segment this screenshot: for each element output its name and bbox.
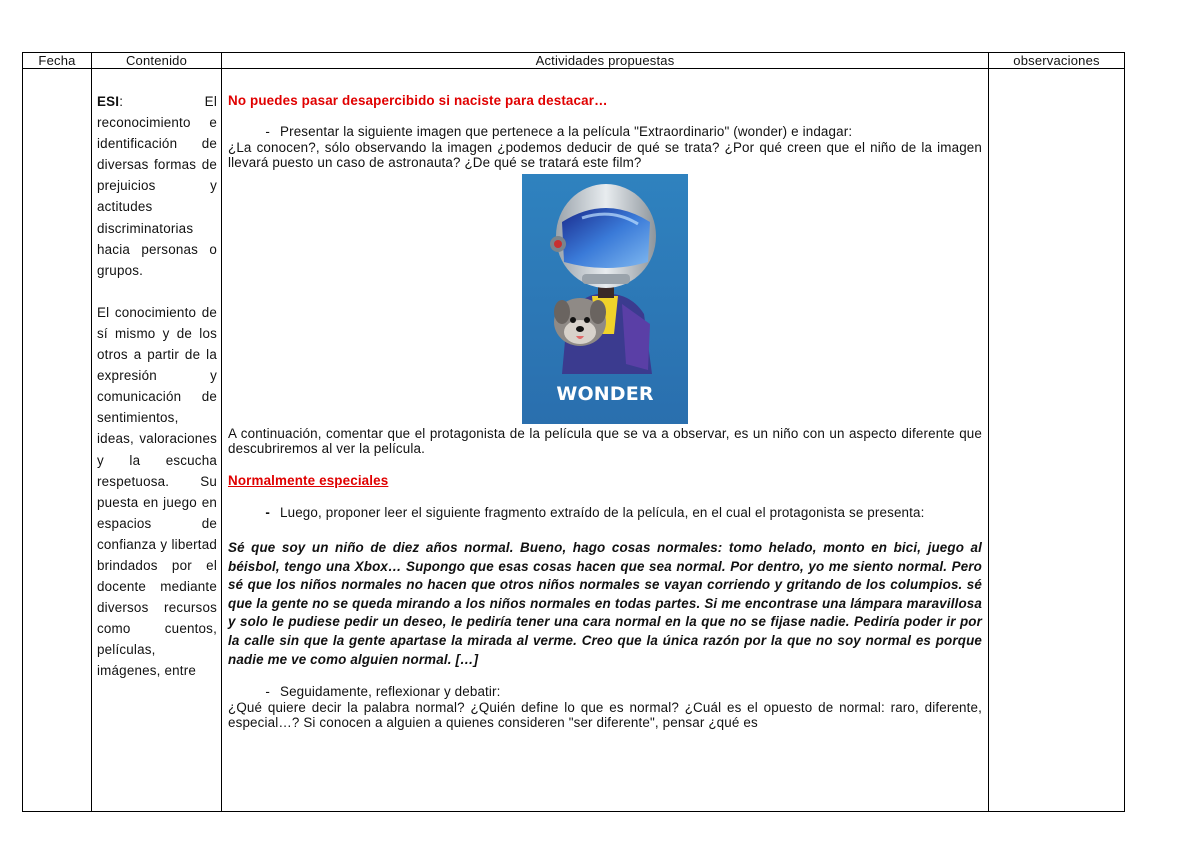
activity-subtitle (228, 472, 982, 489)
header-fecha: Fecha (23, 53, 92, 69)
activity-title: No puedes pasar desapercibido si naciste para destacar… (228, 93, 608, 108)
header-row (23, 53, 1125, 69)
bullet-dash: - (265, 684, 270, 700)
bullet-item-2 (228, 504, 982, 522)
poster-title: WONDER (556, 382, 654, 405)
quote-paragraph: Sé que soy un niño de diez años normal. Bueno, hago cosas normales: tomo helado, monto en bici, juego al béisbol, tengo una Xbox… Supongo que esas cosas hacen que sea normal. Por dentro, yo me siento normal. Pero sé que los niños normales no hacen que otros niños normales se vayan corriendo y gritando de los columpios. sé que la gente no se queda mirando a los niños normales en todas partes. Si me encontrase una lámpara maravillosa y solo le pudiese pedir un deseo, le pediría tener una cara normal en la que no se fijase nadie. Pediría poder ir por la calle sin que la gente apartase la mirada al verme. Creo que la única razón por la que no soy normal es porque nadie me ve como alguien normal. […] (228, 540, 982, 667)
bullet-text-1: Presentar la siguiente imagen que pertenece a la película "Extraordinario" (wonder) e indagar: (280, 124, 853, 139)
bullet-item-3 (228, 684, 982, 700)
fecha-cell (23, 69, 92, 812)
observaciones-cell (989, 69, 1125, 812)
contenido-paragraph-2: El conocimiento de sí mismo y de los otros a partir de la expresión y comunicación de sentimientos, ideas, valoraciones y la escucha respetuosa. Su puesta en juego en espacios de confianza y libertad brindados por el docente mediante diversos recursos como cuentos, películas, imágenes, entre (97, 304, 217, 679)
bullet-dash: - (265, 124, 270, 139)
contenido-cell (92, 69, 222, 812)
after-poster-paragraph: A continuación, comentar que el protagonista de la película que se va a observar, es un niño con un aspecto diferente que descubriremos al ver la película. (228, 425, 982, 456)
header-contenido: Contenido (92, 53, 222, 69)
bullet-text-2: Luego, proponer leer el siguiente fragmento extraído de la película, en el cual el protagonista se presenta: (280, 504, 925, 520)
bullet-item-1 (228, 124, 982, 140)
questions-paragraph-2: ¿Qué quiere decir la palabra normal? ¿Quién define lo que es normal? ¿Cuál es el opuesto de normal: raro, diferente, especial…? Si conocen a alguien a quienes consideren "ser diferente", pensar ¿qué es (228, 699, 982, 731)
esi-paragraph (97, 91, 217, 281)
esi-label: ESI (97, 94, 120, 109)
header-observaciones: observaciones (989, 53, 1125, 69)
bullet-dash: - (265, 504, 270, 520)
bullet-text-3: Seguidamente, reflexionar y debatir: (280, 684, 501, 700)
header-actividades: Actividades propuestas (222, 53, 989, 69)
subtitle-text: Normalmente especiales (228, 472, 389, 488)
esi-text: : El reconocimiento e identificación de diversas formas de prejuicios y actitudes discriminatorias hacia personas o grupos. (97, 94, 217, 278)
actividades-cell (222, 69, 989, 812)
planning-table (22, 52, 1125, 812)
questions-paragraph-1: ¿La conocen?, sólo observando la imagen ¿podemos deducir de qué se trata? ¿Por qué creen que el niño de la imagen llevará puesto un caso de astronauta? ¿De qué se tratará este film? (228, 139, 982, 170)
wonder-poster-image (522, 174, 688, 424)
table-row (23, 69, 1125, 812)
